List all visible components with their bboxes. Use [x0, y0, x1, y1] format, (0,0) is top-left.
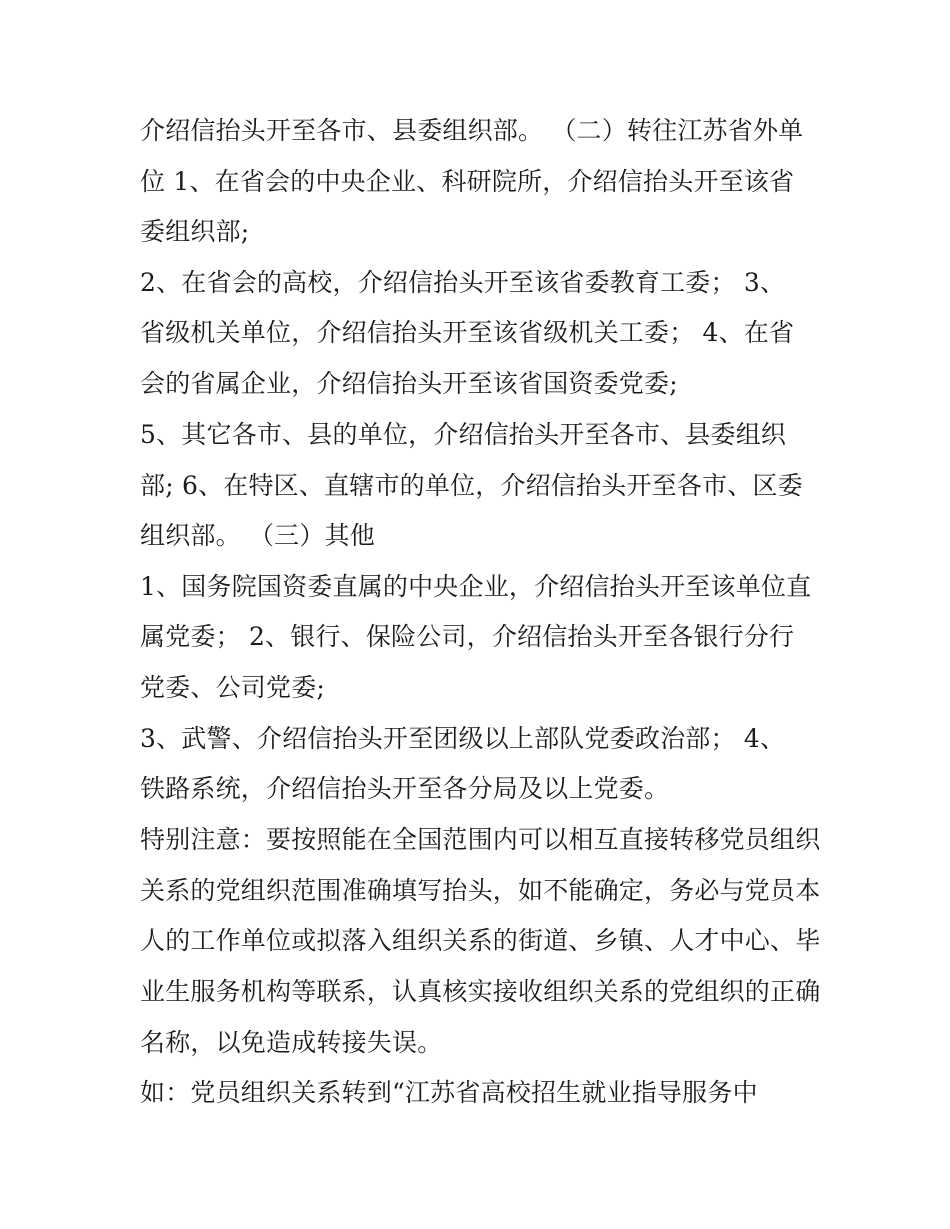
- text-line-12: 党委、公司党委;: [140, 673, 326, 702]
- text-line-8: 部; 6、在特区、直辖市的单位，介绍信抬头开至各市、区委: [140, 471, 803, 500]
- text-line-19: 名称，以免造成转接失误。: [140, 1028, 443, 1057]
- text-line-2: 位 1、在省会的中央企业、科研院所，介绍信抬头开至该省: [140, 167, 795, 196]
- text-line-17: 人的工作单位或拟落入组织关系的街道、乡镇、人才中心、毕: [140, 926, 821, 955]
- text-line-9: 组织部。 （三）其他: [140, 521, 375, 550]
- text-line-7: 5、其它各市、县的单位，介绍信抬头开至各市、县委组织: [140, 420, 787, 449]
- text-line-15: 特别注意：要按照能在全国范围内可以相互直接转移党员组织: [140, 825, 821, 854]
- text-line-14: 铁路系统，介绍信抬头开至各分局及以上党委。: [140, 774, 670, 803]
- text-line-3: 委组织部;: [140, 217, 250, 246]
- text-line-6: 会的省属企业，介绍信抬头开至该省国资委党委;: [140, 369, 678, 398]
- text-line-5: 省级机关单位，介绍信抬头开至该省级机关工委； 4、在省: [140, 318, 795, 347]
- text-line-1: 介绍信抬头开至各市、县委组织部。 （二）转往江苏省外单: [140, 116, 804, 145]
- text-line-20: 如：党员组织关系转到“江苏省高校招生就业指导服务中: [140, 1078, 758, 1107]
- text-line-16: 关系的党组织范围准确填写抬头，如不能确定，务必与党员本: [140, 876, 821, 905]
- text-line-11: 属党委； 2、银行、保险公司，介绍信抬头开至各银行分行: [140, 622, 795, 651]
- text-line-13: 3、武警、介绍信抬头开至团级以上部队党委政治部； 4、: [140, 724, 786, 753]
- text-line-4: 2、在省会的高校，介绍信抬头开至该省委教育工委； 3、: [140, 268, 786, 297]
- text-line-18: 业生服务机构等联系，认真核实接收组织关系的党组织的正确: [140, 977, 821, 1006]
- text-line-10: 1、国务院国资委直属的中央企业，介绍信抬头开至该单位直: [140, 572, 812, 601]
